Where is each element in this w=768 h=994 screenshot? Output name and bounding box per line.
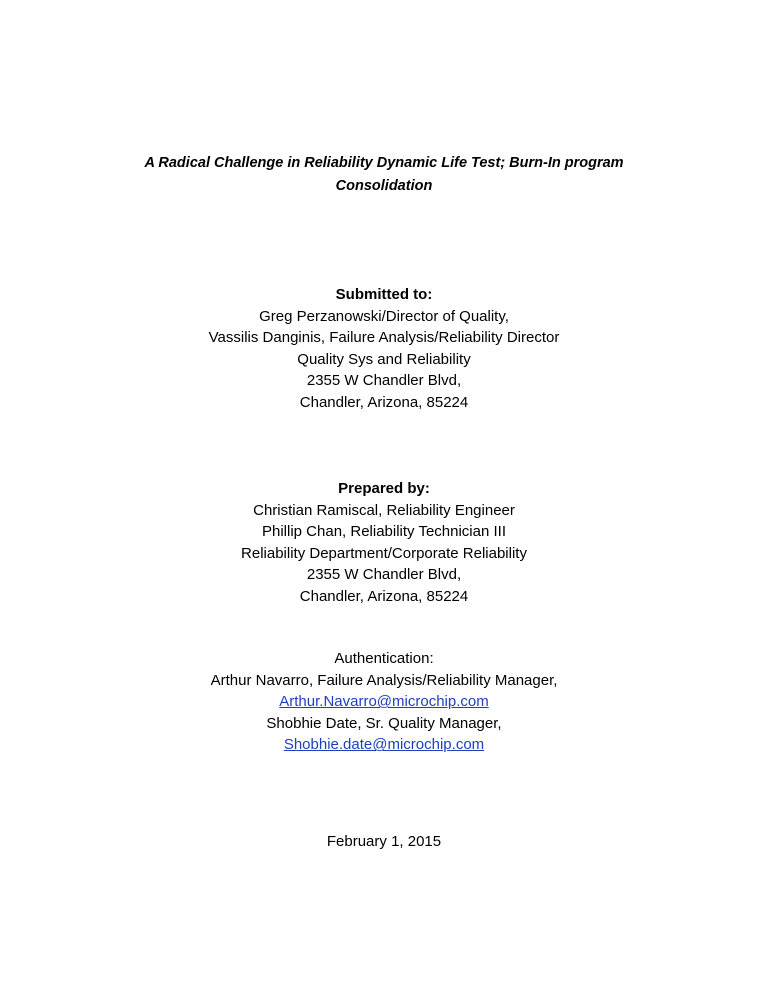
prepared-by-line: 2355 W Chandler Blvd, bbox=[306, 566, 462, 584]
email-link-arthur[interactable]: Arthur.Navarro@microchip.com bbox=[279, 693, 489, 711]
prepared-by-heading: Prepared by: bbox=[338, 480, 430, 497]
title-line-2: Consolidation bbox=[335, 178, 433, 194]
submitted-to-section bbox=[60, 284, 708, 414]
document-date: February 1, 2015 bbox=[326, 833, 442, 850]
prepared-by-line: Christian Ramiscal, Reliability Engineer bbox=[253, 501, 515, 519]
email-link-shobhie[interactable]: Shobhie.date@microchip.com bbox=[283, 736, 485, 754]
authentication-heading: Authentication: bbox=[334, 650, 434, 667]
prepared-by-line: Phillip Chan, Reliability Technician III bbox=[261, 523, 506, 541]
submitted-to-line: Greg Perzanowski/Director of Quality, bbox=[259, 307, 509, 325]
authenticator-1: Arthur Navarro, Failure Analysis/Reliability Manager, bbox=[210, 671, 558, 689]
prepared-by-line: Reliability Department/Corporate Reliability bbox=[241, 544, 527, 562]
submitted-to-line: 2355 W Chandler Blvd, bbox=[306, 372, 462, 390]
authentication-section bbox=[60, 648, 708, 756]
submitted-to-line: Quality Sys and Reliability bbox=[297, 350, 471, 368]
document-title bbox=[100, 152, 668, 198]
authenticator-2: Shobhie Date, Sr. Quality Manager, bbox=[266, 714, 502, 732]
submitted-to-line: Chandler, Arizona, 85224 bbox=[299, 393, 469, 411]
submitted-to-heading: Submitted to: bbox=[335, 286, 433, 303]
prepared-by-section bbox=[60, 478, 708, 608]
title-line-1: A Radical Challenge in Reliability Dynamic Life Test; Burn-In program bbox=[144, 155, 624, 171]
prepared-by-line: Chandler, Arizona, 85224 bbox=[299, 587, 469, 605]
submitted-to-line: Vassilis Danginis, Failure Analysis/Reliability Director bbox=[208, 329, 560, 347]
